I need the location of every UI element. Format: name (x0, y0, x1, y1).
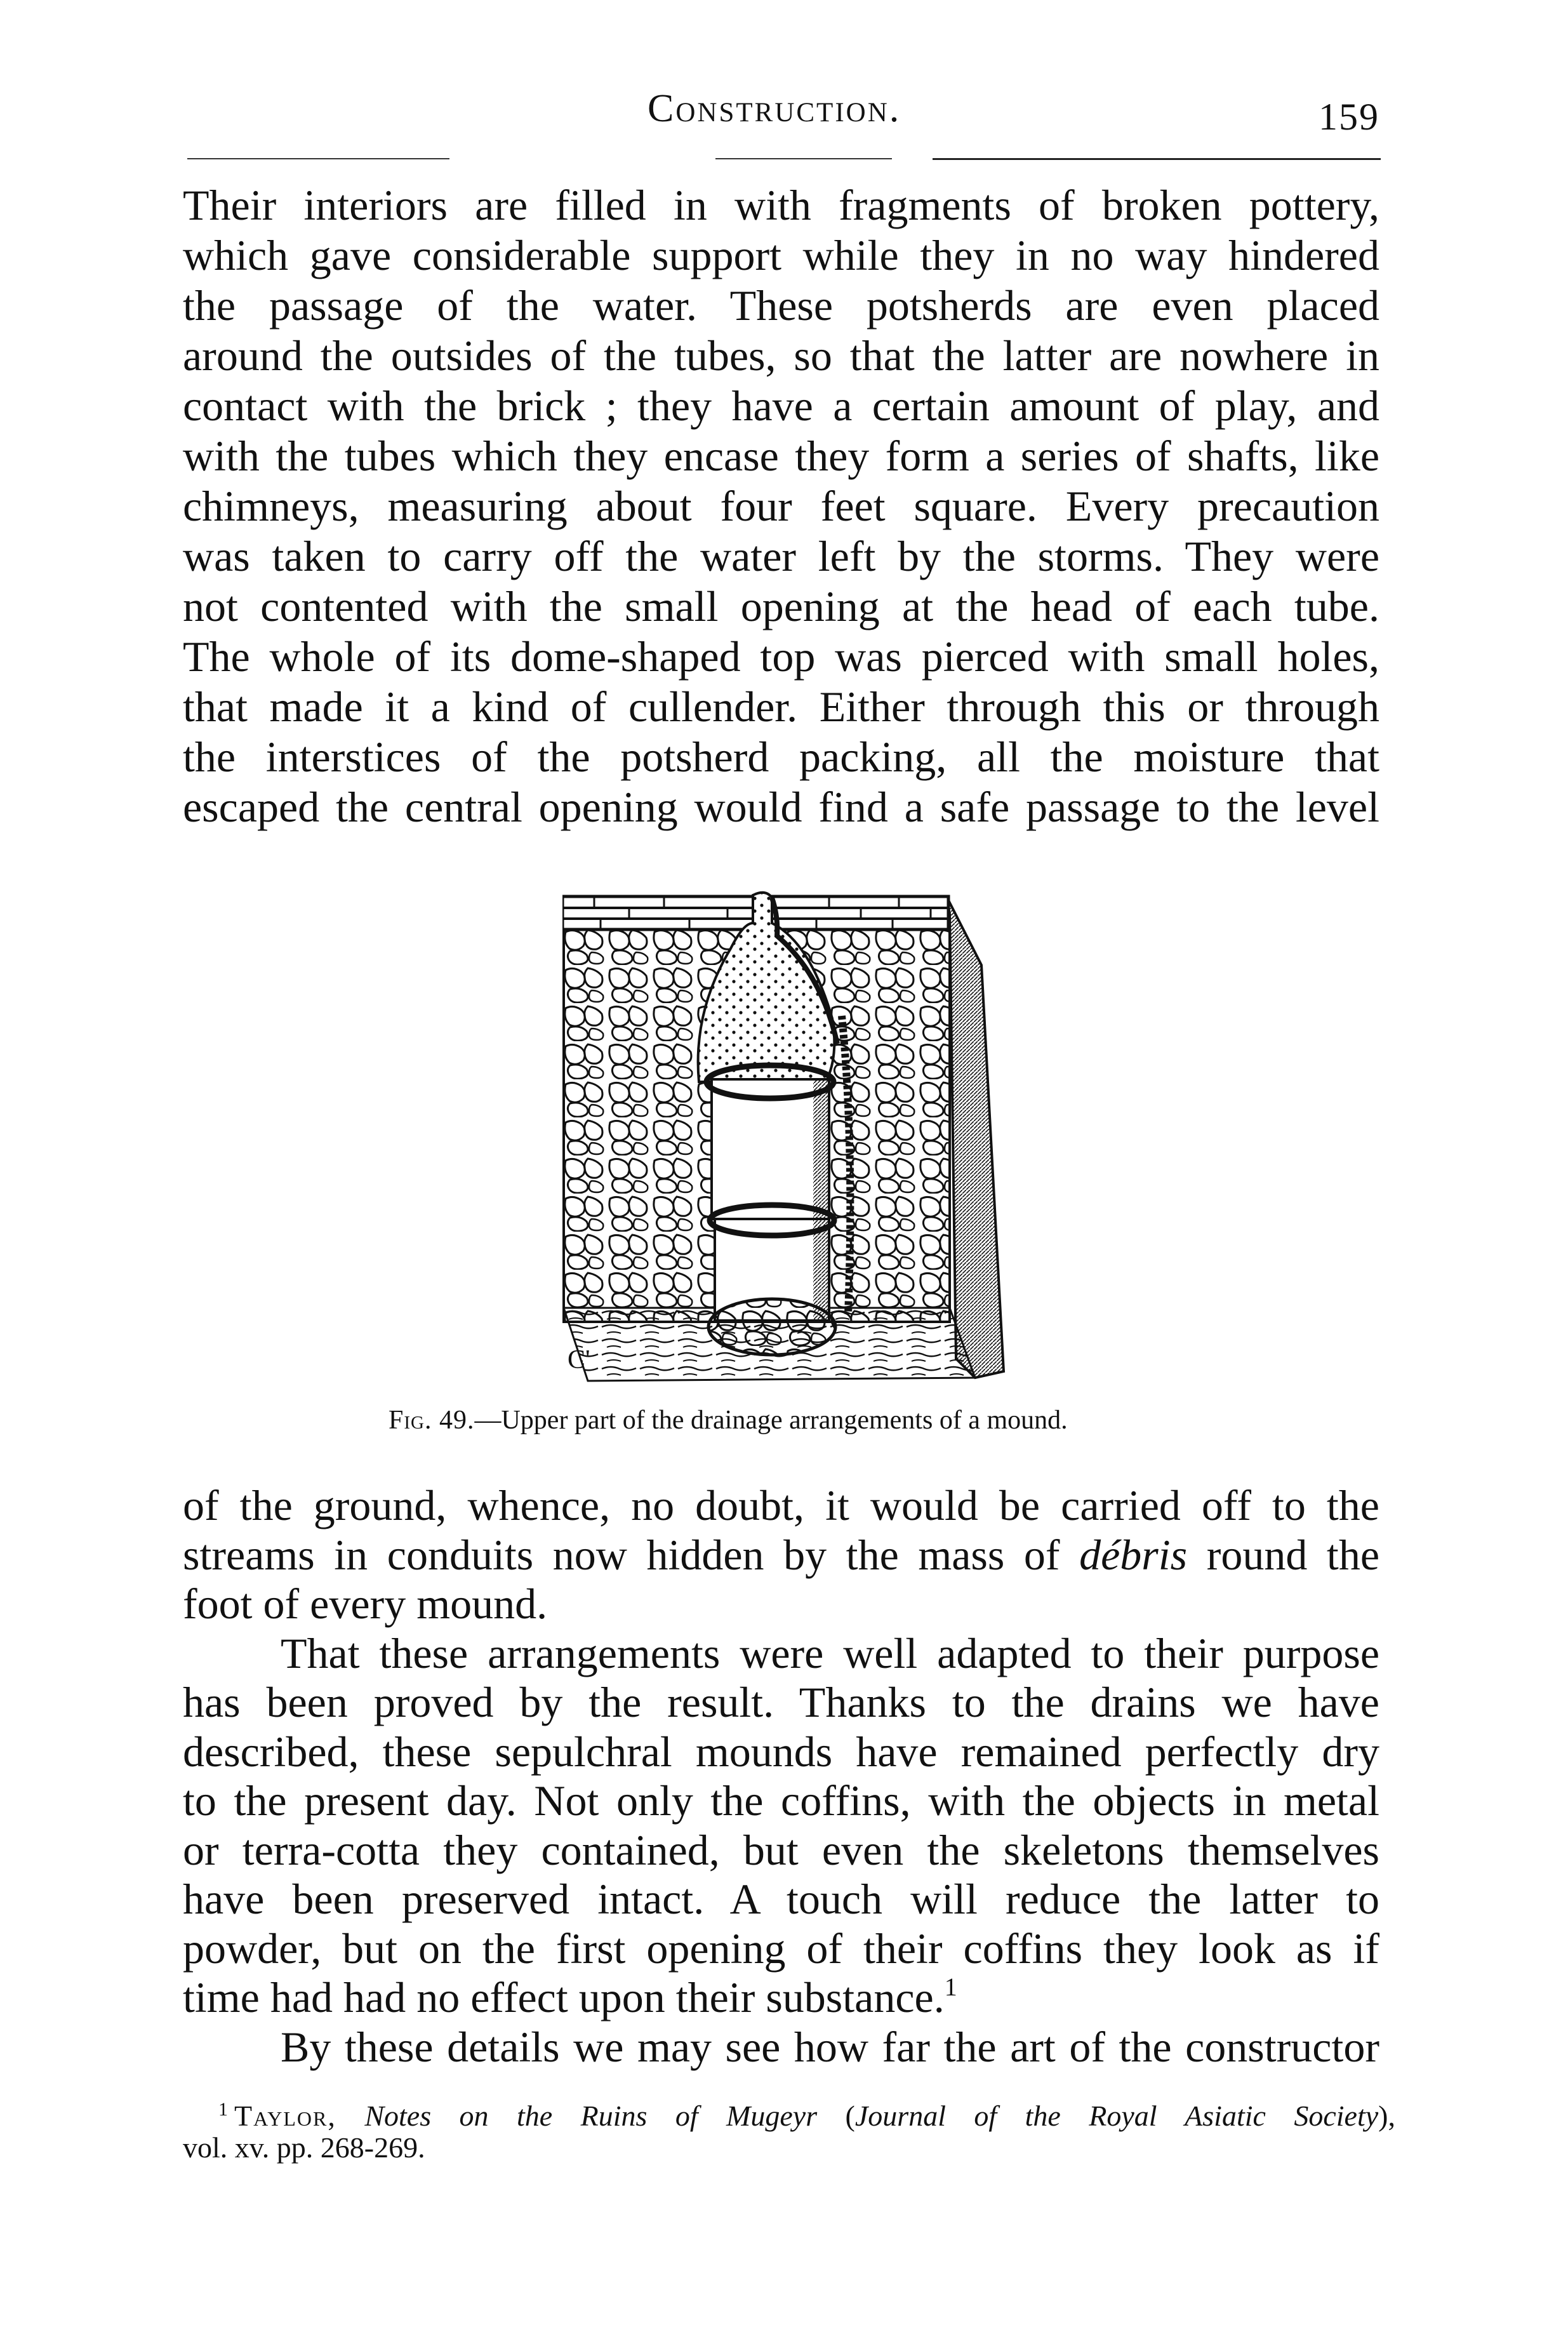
paragraph-start-line: That these arrangements were well adapted to their purpose (281, 1628, 1379, 1677)
running-head (183, 81, 1379, 138)
footnotes (183, 2100, 1395, 2164)
text-line: The whole of its dome-shaped top was pierced with small holes, (183, 632, 1379, 681)
footnote-journal: Journal of the Royal Asiatic Society (854, 2100, 1379, 2132)
figure-caption (389, 1404, 1182, 1436)
text-line: the interstices of the potsherd packing, all the moisture that (183, 733, 1379, 781)
text-line: streams in conduits now hidden by the mass of débris round the (183, 1530, 1379, 1579)
text-line: chimneys, measuring about four feet square. Every precaution (183, 482, 1379, 530)
text-line: described, these sepulchral mounds have remained perfectly dry (183, 1727, 1379, 1776)
footnote-1-line-1: $^1$ Taylor, Notes on the Ruins of Mugeyr (Journal of the Royal Asiatic Society), (218, 2099, 1395, 2132)
text-line: the passage of the water. These potsherds are even placed (183, 281, 1379, 330)
italic-term-debris: débris (1079, 1530, 1188, 1579)
figure-caption-text: —Upper part of the drainage arrangements of a mound. (474, 1406, 1068, 1435)
page-number: 159 (1319, 96, 1379, 138)
drainage-tube-engraving (562, 889, 1007, 1384)
text-line: around the outsides of the tubes, so that the latter are nowhere in (183, 331, 1379, 380)
text-line: not contented with the small opening at the head of each tube. (183, 582, 1379, 630)
body-text-top (183, 180, 1379, 832)
text-line: or terra-cotta they contained, but even the skeletons themselves (183, 1825, 1379, 1874)
text-line: that made it a kind of cullender. Either through this or through (183, 683, 1379, 731)
footnote-1-line-2: vol. xv. pp. 268-269. (183, 2131, 425, 2164)
text-line: was taken to carry off the water left by the storms. They were (183, 532, 1379, 580)
text-line: to the present day. Not only the coffins, with the objects in metal (183, 1776, 1379, 1825)
figure-letter-mark: C' (568, 1345, 590, 1375)
text-line: have been preserved intact. A touch will reduce the latter to (183, 1875, 1379, 1923)
text-line: foot of every mound. (183, 1580, 548, 1628)
text-line: time had had no effect upon their substance.$^1$ (183, 1973, 957, 2021)
footnote-author: Taylor, (234, 2100, 336, 2132)
text-line: powder, but on the first opening of their coffins they look as if (183, 1924, 1379, 1973)
text-line: which gave considerable support while they in no way hindered (183, 231, 1379, 279)
header-rule-center (715, 158, 892, 159)
figure-49-illustration (562, 889, 1007, 1384)
header-rule-right (933, 158, 1381, 160)
footnote-marker: 1 (218, 2099, 228, 2120)
footnote-title: Notes on the Ruins of Mugeyr (364, 2100, 818, 2132)
text-line: escaped the central opening would find a safe passage to the level (183, 783, 1379, 831)
figure-label: Fig. 49. (389, 1406, 475, 1435)
text-line: of the ground, whence, no doubt, it would be carried off to the (183, 1481, 1379, 1529)
footnote-reference[interactable]: 1 (944, 1973, 957, 2001)
paragraph-start-line: By these details we may see how far the art of the constructor (281, 2022, 1379, 2071)
text-line: contact with the brick ; they have a certain amount of play, and (183, 382, 1379, 430)
text-line: Their interiors are filled in with fragments of broken pottery, (183, 181, 1379, 229)
text-line: with the tubes which they encase they form a series of shafts, like (183, 432, 1379, 480)
text-line: has been proved by the result. Thanks to the drains we have (183, 1678, 1379, 1726)
header-rule-left (187, 158, 449, 159)
running-title: Construction. (648, 87, 901, 130)
body-text-bottom (183, 1481, 1379, 2072)
